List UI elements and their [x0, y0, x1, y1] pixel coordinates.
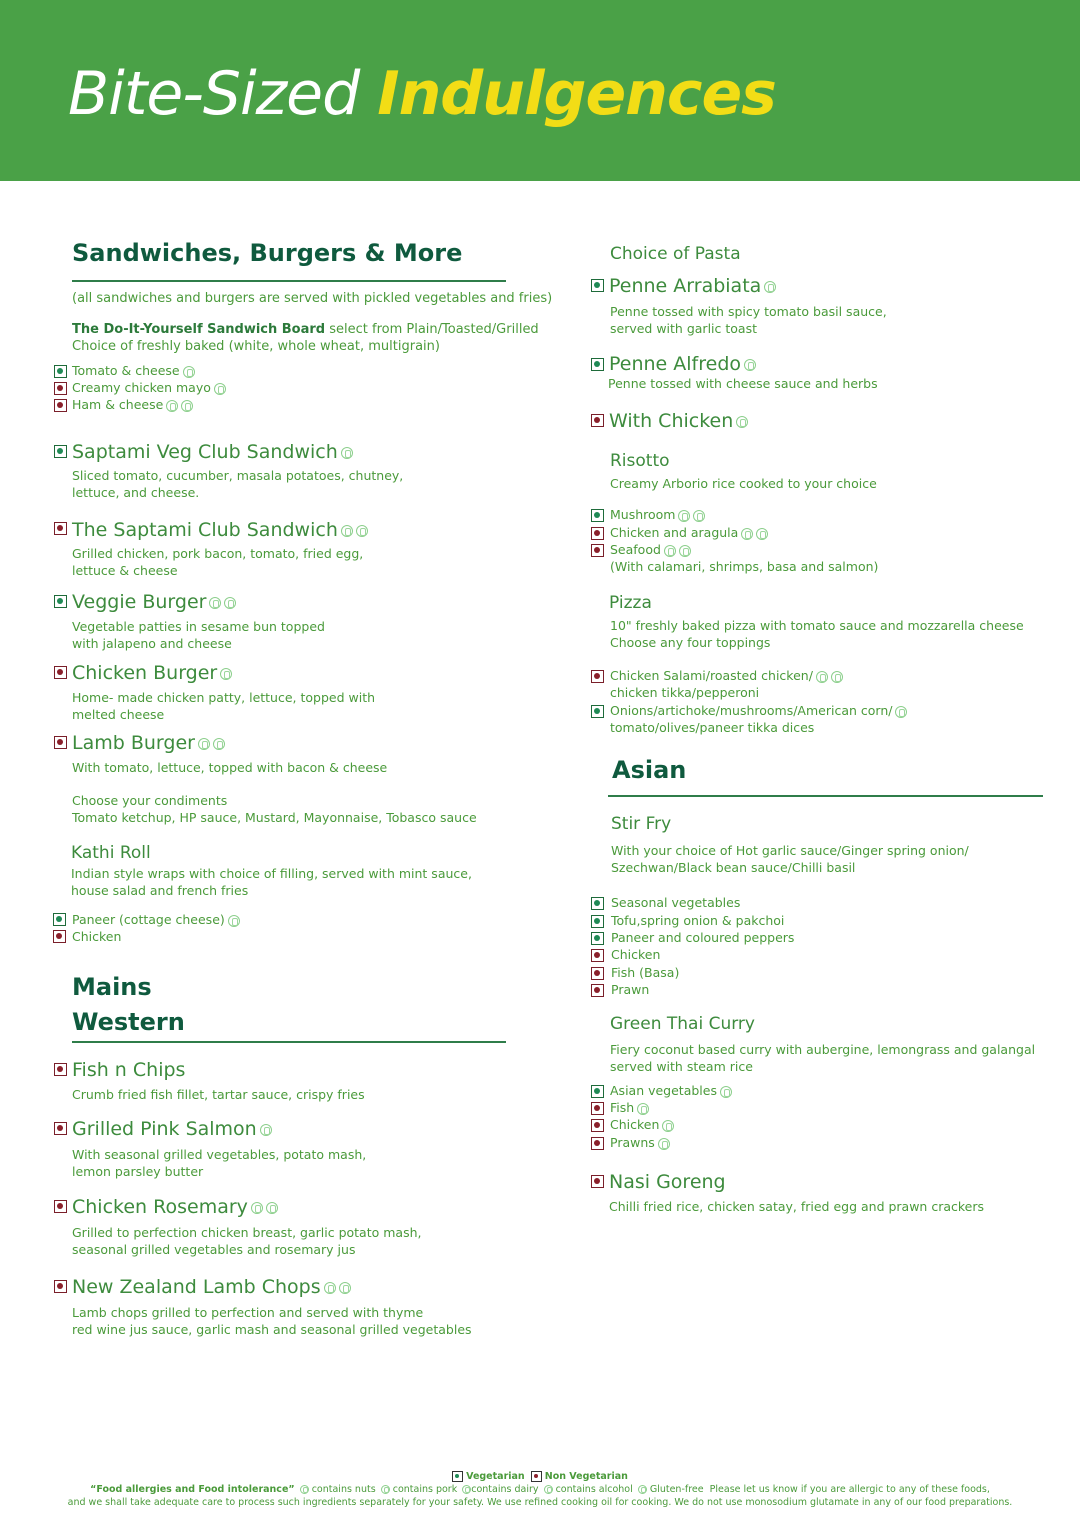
dish-label: With Chicken — [609, 410, 734, 432]
pork-icon — [816, 671, 828, 683]
stirfry-item: Chicken — [611, 947, 661, 962]
dairy-icon — [339, 1282, 351, 1294]
curry-item — [610, 1134, 670, 1151]
veg-marker — [591, 897, 604, 910]
pizza-desc: Choose any four toppings — [610, 635, 771, 650]
curry-item-label: Fish — [610, 1100, 635, 1115]
allergy-note: Please let us know if you are allergic to any of these foods, — [709, 1484, 990, 1495]
dish-label: Penne Alfredo — [609, 353, 742, 375]
dairy-icon — [736, 416, 748, 428]
nonveg-marker — [591, 527, 604, 540]
dairy-icon — [744, 359, 756, 371]
veg-marker — [54, 595, 67, 608]
veg-marker — [54, 445, 67, 458]
nonveg-marker — [54, 1280, 67, 1293]
diy-line-2: Choice of freshly baked (white, whole wheat, multigrain) — [72, 339, 440, 354]
nonveg-marker — [591, 984, 604, 997]
dairy-icon — [664, 545, 676, 557]
condiments-list: Tomato ketchup, HP sauce, Mustard, Mayonnaise, Tobasco sauce — [72, 810, 477, 825]
dish-name — [72, 1195, 278, 1219]
pizza-desc: 10" freshly baked pizza with tomato sauce and mozzarella cheese — [610, 618, 1024, 633]
curry-item-label: Prawns — [610, 1135, 655, 1150]
section-title-western: Western — [72, 1008, 185, 1036]
nonveg-marker — [591, 544, 604, 557]
dish-desc: Chilli fried rice, chicken satay, fried egg and prawn crackers — [609, 1199, 985, 1214]
dish-desc: melted cheese — [72, 707, 165, 722]
dish-name — [72, 518, 368, 542]
veg-marker — [591, 1085, 604, 1098]
nonveg-legend-label: Non Vegetarian — [544, 1471, 628, 1482]
risotto-item-label: Seafood — [610, 542, 661, 557]
nonveg-marker — [54, 1122, 67, 1135]
dish-desc: Grilled chicken, pork bacon, tomato, fried egg, — [72, 546, 364, 561]
stirfry-item: Paneer and coloured peppers — [611, 930, 795, 945]
veg-marker — [53, 913, 66, 926]
risotto-title: Risotto — [610, 451, 670, 471]
dairy-icon — [764, 281, 776, 293]
dish-name — [72, 1275, 351, 1299]
dish-desc: Penne tossed with cheese sauce and herbs — [608, 376, 878, 391]
dairy-icon — [220, 668, 232, 680]
dairy-icon — [895, 706, 907, 718]
allergy-title: “Food allergies and Food intolerance” — [90, 1484, 295, 1495]
pizza-title: Pizza — [609, 593, 652, 613]
risotto-note: (With calamari, shrimps, basa and salmon) — [610, 559, 879, 574]
curry-item — [610, 1099, 649, 1116]
dish-name — [72, 590, 236, 614]
stirfry-item: Fish (Basa) — [611, 965, 680, 980]
nonveg-marker — [53, 930, 66, 943]
stirfry-desc: Szechwan/Black bean sauce/Chilli basil — [611, 860, 856, 875]
dish-label: Lamb Burger — [72, 732, 195, 754]
section-title-asian: Asian — [612, 756, 687, 784]
kathi-desc: Indian style wraps with choice of filling, served with mint sauce, — [71, 866, 472, 881]
kathi-item-label: Paneer (cottage cheese) — [72, 912, 225, 927]
risotto-item — [610, 541, 691, 558]
risotto-desc: Creamy Arborio rice cooked to your choice — [610, 476, 877, 491]
dish-desc: lettuce & cheese — [72, 563, 178, 578]
dish-name: Nasi Goreng — [609, 1171, 726, 1193]
dish-desc: red wine jus sauce, garlic mash and seasonal grilled vegetables — [72, 1322, 472, 1337]
dairy-icon — [166, 400, 178, 412]
pizza-item — [610, 702, 907, 719]
nonveg-marker — [54, 736, 67, 749]
gluten-free-icon — [224, 597, 236, 609]
dairy-icon — [214, 383, 226, 395]
dish-name — [609, 274, 776, 298]
nonveg-marker — [54, 382, 67, 395]
dish-desc: served with garlic toast — [610, 321, 757, 336]
pizza-item-label: Chicken Salami/roasted chicken/ — [610, 668, 813, 683]
pork-label: contains pork — [392, 1484, 458, 1495]
dish-desc: Penne tossed with spicy tomato basil sauce, — [610, 304, 887, 319]
nonveg-marker — [591, 1137, 604, 1150]
diy-item — [72, 379, 226, 396]
diy-title: The Do-It-Yourself Sandwich Board — [72, 322, 326, 337]
pasta-title: Choice of Pasta — [610, 244, 741, 264]
nonveg-legend-marker — [531, 1471, 542, 1482]
dairy-icon — [741, 528, 753, 540]
veg-marker — [54, 365, 67, 378]
nuts-label: contains nuts — [311, 1484, 376, 1495]
risotto-item-label: Mushroom — [610, 507, 676, 522]
nonveg-marker — [591, 414, 604, 427]
alcohol-icon — [756, 528, 768, 540]
legend-markers — [0, 1470, 1080, 1483]
dish-desc: Vegetable patties in sesame bun topped — [72, 619, 325, 634]
diy-item — [72, 396, 193, 413]
diy-item-label: Tomato & cheese — [72, 363, 180, 378]
curry-desc: served with steam rice — [610, 1059, 753, 1074]
diy-item-label: Ham & cheese — [72, 397, 164, 412]
section-divider — [608, 795, 1043, 797]
section-divider — [72, 1041, 506, 1043]
alcohol-icon — [324, 1282, 336, 1294]
gluten-free-icon — [638, 1485, 647, 1494]
section-note: (all sandwiches and burgers are served with pickled vegetables and fries) — [72, 291, 553, 306]
section-title-mains: Mains — [72, 973, 152, 1001]
dairy-icon — [462, 1485, 471, 1494]
pizza-item-cont: chicken tikka/pepperoni — [610, 685, 760, 700]
legend-allergy-line — [0, 1483, 1080, 1496]
curry-item-label: Asian vegetables — [610, 1083, 717, 1098]
alcohol-icon — [693, 510, 705, 522]
dish-label: Chicken Burger — [72, 662, 218, 684]
dairy-icon — [260, 1124, 272, 1136]
gluten-label: Gluten-free — [649, 1484, 704, 1495]
dish-name — [609, 352, 756, 376]
risotto-item — [610, 524, 768, 541]
kathi-item: Chicken — [72, 929, 122, 944]
dish-desc: Home- made chicken patty, lettuce, topped with — [72, 690, 376, 705]
gluten-free-icon — [662, 1120, 674, 1132]
nonveg-marker — [54, 666, 67, 679]
dairy-icon — [209, 597, 221, 609]
title-part-1: Bite-Sized — [68, 59, 378, 129]
dish-label: Grilled Pink Salmon — [72, 1118, 257, 1140]
kathi-desc: house salad and french fries — [71, 883, 249, 898]
curry-item — [610, 1116, 674, 1133]
nonveg-marker — [591, 1175, 604, 1188]
stirfry-item: Tofu,spring onion & pakchoi — [611, 913, 785, 928]
veg-marker — [591, 279, 604, 292]
pork-icon — [356, 525, 368, 537]
nonveg-marker — [54, 399, 67, 412]
diy-text: select from Plain/Toasted/Grilled — [325, 322, 539, 337]
dish-desc: lemon parsley butter — [72, 1164, 204, 1179]
section-title-sandwiches: Sandwiches, Burgers & More — [72, 239, 463, 267]
pizza-item — [610, 667, 843, 684]
dish-desc: lettuce, and cheese. — [72, 485, 200, 500]
curry-item-label: Chicken — [610, 1117, 660, 1132]
nonveg-marker — [54, 522, 67, 535]
kathi-item — [72, 911, 240, 928]
header-banner — [0, 0, 1080, 181]
dairy-icon — [183, 366, 195, 378]
alcohol-icon — [544, 1485, 553, 1494]
dairy-label: contains dairy — [471, 1484, 539, 1495]
dairy-icon — [678, 510, 690, 522]
veg-marker — [591, 932, 604, 945]
legend-note-line: and we shall take adequate care to process such ingredients separately for your safety. We use refined cooking oil for cooking. We do not use monosodium glutamate in any of our food preparations. — [67, 1497, 1013, 1508]
pizza-item-label: Onions/artichoke/mushrooms/American corn/ — [610, 703, 893, 718]
curry-title: Green Thai Curry — [610, 1014, 755, 1034]
dish-label: Veggie Burger — [72, 591, 207, 613]
veg-legend-label: Vegetarian — [466, 1471, 525, 1482]
section-divider — [72, 280, 506, 282]
dish-name — [609, 409, 748, 433]
condiments-title: Choose your condiments — [72, 793, 228, 808]
dish-label: Saptami Veg Club Sandwich — [72, 441, 338, 463]
veg-marker — [591, 358, 604, 371]
stirfry-item: Seasonal vegetables — [611, 895, 741, 910]
alcohol-icon — [251, 1202, 263, 1214]
veg-marker — [591, 705, 604, 718]
kathi-title: Kathi Roll — [71, 843, 151, 863]
nonveg-marker — [591, 949, 604, 962]
curry-item — [610, 1082, 732, 1099]
nonveg-marker — [54, 1063, 67, 1076]
alcohol-label: contains alcohol — [555, 1484, 633, 1495]
pork-icon — [198, 738, 210, 750]
pork-icon — [181, 400, 193, 412]
dish-label: Penne Arrabiata — [609, 275, 762, 297]
diy-item — [72, 362, 195, 379]
page-title — [68, 58, 776, 130]
gluten-free-icon — [637, 1103, 649, 1115]
dish-desc: Crumb fried fish fillet, tartar sauce, crispy fries — [72, 1087, 365, 1102]
risotto-item — [610, 506, 705, 523]
dairy-icon — [831, 671, 843, 683]
curry-desc: Fiery coconut based curry with aubergine, lemongrass and galangal — [610, 1042, 1036, 1057]
veg-marker — [591, 509, 604, 522]
dish-name — [72, 661, 232, 685]
nonveg-marker — [591, 967, 604, 980]
diy-item-label: Creamy chicken mayo — [72, 380, 211, 395]
veg-legend-marker — [452, 1471, 463, 1482]
dish-desc: Grilled to perfection chicken breast, garlic potato mash, — [72, 1225, 422, 1240]
alcohol-icon — [679, 545, 691, 557]
dairy-icon — [341, 447, 353, 459]
dish-label: Chicken Rosemary — [72, 1196, 248, 1218]
dish-desc: Lamb chops grilled to perfection and served with thyme — [72, 1305, 424, 1320]
nonveg-marker — [591, 1102, 604, 1115]
dairy-icon — [213, 738, 225, 750]
diy-line-1 — [72, 321, 539, 338]
dairy-icon — [228, 915, 240, 927]
dish-desc: seasonal grilled vegetables and rosemary jus — [72, 1242, 356, 1257]
stirfry-desc: With your choice of Hot garlic sauce/Ginger spring onion/ — [611, 843, 969, 858]
dairy-icon — [341, 525, 353, 537]
veg-marker — [591, 915, 604, 928]
risotto-item-label: Chicken and aragula — [610, 525, 739, 540]
dish-name — [72, 440, 353, 464]
dairy-icon — [266, 1202, 278, 1214]
dish-label: The Saptami Club Sandwich — [72, 519, 338, 541]
dish-name — [72, 731, 225, 755]
dish-name: Fish n Chips — [72, 1059, 186, 1081]
dish-desc: Sliced tomato, cucumber, masala potatoes, chutney, — [72, 468, 404, 483]
nonveg-marker — [591, 1119, 604, 1132]
gluten-free-icon — [658, 1138, 670, 1150]
dish-desc: With seasonal grilled vegetables, potato mash, — [72, 1147, 367, 1162]
dish-desc: With tomato, lettuce, topped with bacon & cheese — [72, 760, 388, 775]
nuts-icon — [300, 1485, 309, 1494]
gluten-free-icon — [720, 1086, 732, 1098]
nonveg-marker — [591, 670, 604, 683]
pork-icon — [381, 1485, 390, 1494]
pizza-item-cont: tomato/olives/paneer tikka dices — [610, 720, 815, 735]
nonveg-marker — [54, 1200, 67, 1213]
dish-label: New Zealand Lamb Chops — [72, 1276, 321, 1298]
title-part-2: Indulgences — [377, 59, 776, 129]
dish-desc: with jalapeno and cheese — [72, 636, 232, 651]
stirfry-item: Prawn — [611, 982, 650, 997]
dish-name — [72, 1117, 272, 1141]
stirfry-title: Stir Fry — [611, 814, 672, 834]
